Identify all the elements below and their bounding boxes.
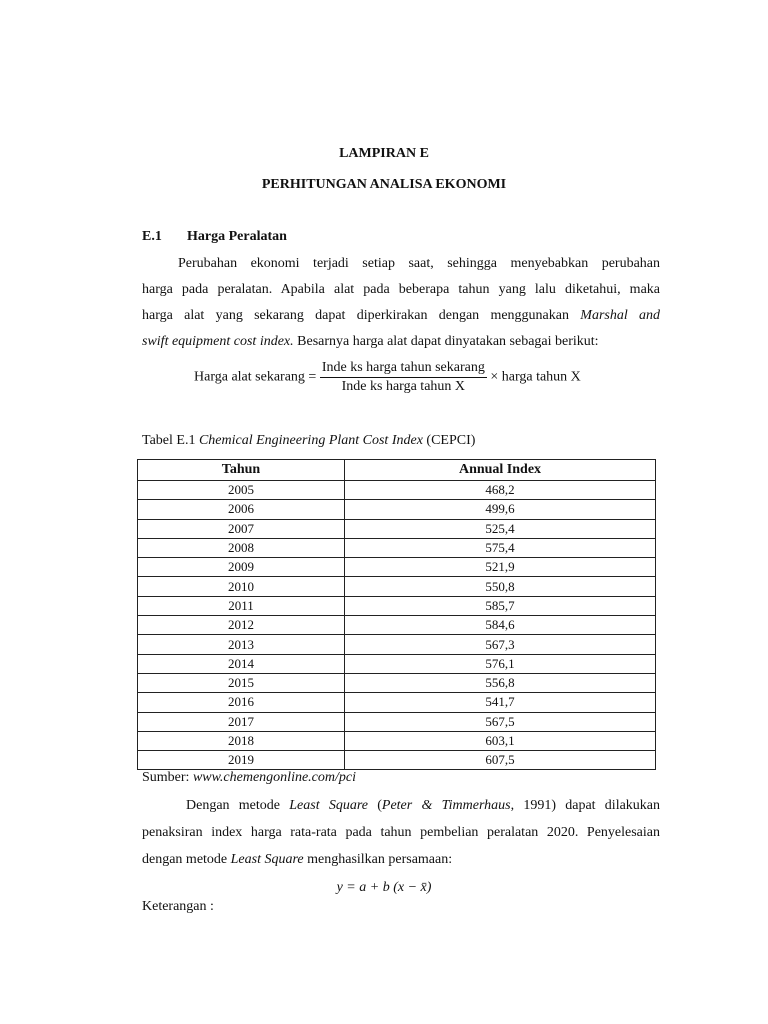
table-row — [138, 500, 656, 519]
table-row — [138, 673, 656, 692]
table-caption — [142, 433, 475, 449]
paragraph-2-line-2: penaksiran index harga rata-rata pada tahun pembelian peralatan 2020. Penyelesaian — [142, 825, 660, 840]
paragraph-2-line-3-c: menghasilkan persamaan: — [303, 852, 453, 867]
table-cell-index: 567,3 — [345, 635, 656, 654]
table-cell-year: 2005 — [138, 481, 345, 500]
table-cell-year: 2013 — [138, 635, 345, 654]
table-cell-year: 2010 — [138, 577, 345, 596]
table-row — [138, 481, 656, 500]
table-cell-index: 541,7 — [345, 693, 656, 712]
table-header-tahun: Tahun — [138, 460, 345, 481]
table-cell-index: 576,1 — [345, 654, 656, 673]
table-cell-year: 2011 — [138, 596, 345, 615]
table-cell-year: 2007 — [138, 519, 345, 538]
formula-numerator: Inde ks harga tahun sekarang — [320, 360, 487, 378]
paragraph-1-line-4 — [142, 334, 660, 350]
table-header-annual-index: Annual Index — [345, 460, 656, 481]
table-cell-year: 2009 — [138, 558, 345, 577]
table-cell-year: 2019 — [138, 751, 345, 770]
table-caption-prefix: Tabel E.1 — [142, 433, 199, 448]
table-source-link: www.chemengonline.com/pci — [192, 770, 356, 785]
table-cell-year: 2014 — [138, 654, 345, 673]
table-cell-index: 603,1 — [345, 731, 656, 750]
formula-lhs: Harga alat sekarang = — [194, 369, 317, 385]
paragraph-2-line-1-c: ( — [367, 798, 382, 813]
paragraph-1-line-1: Perubahan ekonomi terjadi setiap saat, sehingga menyebabkan perubahan — [178, 256, 660, 271]
table-cell-index: 525,4 — [345, 519, 656, 538]
table-row — [138, 693, 656, 712]
table-cell-index: 575,4 — [345, 538, 656, 557]
table-row — [138, 712, 656, 731]
paragraph-2-line-3 — [142, 852, 660, 868]
table-cell-index: 499,6 — [345, 500, 656, 519]
table-row — [138, 654, 656, 673]
title-line-2: PERHITUNGAN ANALISA EKONOMI — [261, 177, 507, 192]
title-line-1: LAMPIRAN E — [339, 146, 429, 161]
table-cell-year: 2008 — [138, 538, 345, 557]
table-cell-index: 584,6 — [345, 616, 656, 635]
paragraph-1-line-3-italic: Marshal and — [580, 308, 661, 323]
table-row — [138, 596, 656, 615]
paragraph-2-line-1-a: Dengan metode — [186, 798, 290, 813]
formula-fraction — [320, 360, 487, 395]
table-caption-italic: Chemical Engineering Plant Cost Index — [198, 433, 423, 448]
paragraph-1-line-2: harga pada peralatan. Apabila alat pada beberapa tahun yang lalu diketahui, maka — [142, 282, 660, 297]
paragraph-2-line-3-b: Least Square — [230, 852, 304, 867]
section-title: Harga Peralatan — [187, 229, 287, 244]
cepci-table — [137, 459, 656, 770]
table-row — [138, 731, 656, 750]
formula-denominator: Inde ks harga tahun X — [341, 379, 466, 394]
table-cell-year: 2006 — [138, 500, 345, 519]
formula-rhs: × harga tahun X — [490, 369, 581, 385]
paragraph-1-line-3-prefix: harga alat yang sekarang dapat diperkirakan dengan menggunakan — [142, 308, 581, 323]
table-row — [138, 538, 656, 557]
paragraph-1-line-3 — [142, 308, 660, 324]
table-cell-index: 550,8 — [345, 577, 656, 596]
paragraph-2-line-3-a: dengan metode — [142, 852, 231, 867]
formula-price-index — [194, 360, 581, 395]
table-cell-year: 2017 — [138, 712, 345, 731]
table-cell-index: 556,8 — [345, 673, 656, 692]
table-row — [138, 635, 656, 654]
paragraph-2-line-1-d: Peter & Timmerhaus — [381, 798, 511, 813]
table-header-row — [138, 460, 656, 481]
paragraph-2-line-1-b: Least Square — [289, 798, 368, 813]
table-cell-year: 2016 — [138, 693, 345, 712]
paragraph-1-line-4-suffix: Besarnya harga alat dapat dinyatakan sebagai berikut: — [293, 334, 599, 349]
table-cell-year: 2018 — [138, 731, 345, 750]
table-cell-index: 585,7 — [345, 596, 656, 615]
table-row — [138, 751, 656, 770]
table-cell-year: 2015 — [138, 673, 345, 692]
table-row — [138, 519, 656, 538]
table-source — [142, 770, 356, 786]
table-cell-index: 567,5 — [345, 712, 656, 731]
table-cell-index: 607,5 — [345, 751, 656, 770]
keterangan-label: Keterangan : — [142, 899, 214, 914]
paragraph-2-line-1 — [186, 798, 660, 814]
table-row — [138, 616, 656, 635]
table-row — [138, 577, 656, 596]
table-caption-suffix: (CEPCI) — [422, 433, 476, 448]
paragraph-1-line-4-italic: swift equipment cost index. — [142, 334, 294, 349]
formula-least-square: y = a + b (x − x̄) — [336, 880, 432, 895]
table-cell-index: 521,9 — [345, 558, 656, 577]
section-number: E.1 — [142, 229, 162, 244]
table-cell-index: 468,2 — [345, 481, 656, 500]
table-source-prefix: Sumber: — [142, 770, 193, 785]
paragraph-2-line-1-e: , 1991) dapat dilakukan — [510, 798, 661, 813]
table-row — [138, 558, 656, 577]
table-cell-year: 2012 — [138, 616, 345, 635]
